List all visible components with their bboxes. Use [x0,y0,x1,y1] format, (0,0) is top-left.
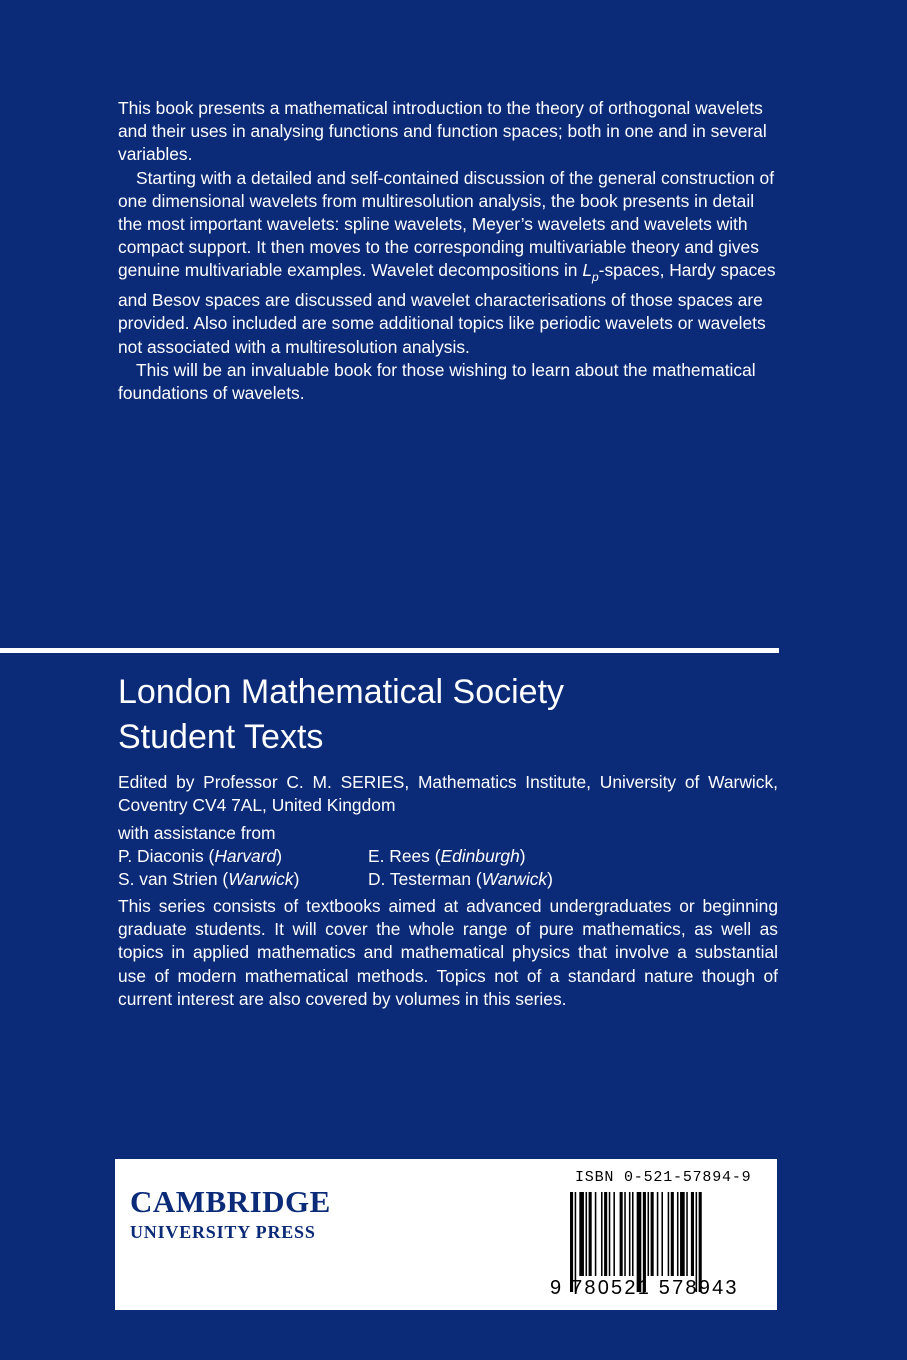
barcode-bar [648,1192,650,1276]
series-title [118,670,780,760]
barcode-bar [601,1192,603,1276]
blurb-paragraph-3: This will be an invaluable book for those wishing to learn about the mathematical foundations of wavelets. [118,359,756,403]
barcode-bar [629,1192,631,1276]
assistants-row-1 [118,845,778,868]
blurb-paragraph-2-part-b: -spaces, Hardy spaces and Besov spaces are discussed and wavelet characterisations of those spaces are provided. Also included are some additional topics like periodic wavelets or wavelets not associated with a multiresolution analysis. [118,260,776,357]
barcode-bar [651,1192,654,1276]
assistant: P. Diaconis (Harvard) [118,846,282,867]
series-title-line-2: Student Texts [118,718,324,756]
barcode-bar [604,1192,607,1276]
barcode-bar [589,1192,592,1276]
series-editor: Edited by Professor C. M. SERIES, Mathematics Institute, University of Warwick, Coventry CV4 7AL, United Kingdom [118,772,778,816]
publisher-subtitle: UNIVERSITY PRESS [130,1222,316,1242]
barcode-bar [661,1192,663,1276]
barcode-bar [677,1192,679,1276]
barcode-bar [624,1192,626,1276]
barcode-bar [579,1192,584,1276]
barcode-bar [680,1192,685,1276]
blurb-paragraph-2-part-a: Starting with a detailed and self-contained discussion of the general construction of one dimensional wavelets from multiresolution analysis, the book presents in detail the most important wavelets: spline wavelets, Meyer’s wavelets and wavelets with compact support. It then moves to the corresponding multivariable theory and gives genuine multivariable examples. Wavelet decompositions in [118,167,775,281]
barcode-bar [686,1192,688,1276]
series-title-line-1: London Mathematical Society [118,673,565,711]
cambridge-logo [130,1185,331,1243]
barcode-bar [613,1192,615,1276]
barcode-bar [668,1192,670,1276]
series-description: This series consists of textbooks aimed at advanced undergraduates or beginning graduate students. It will cover the whole range of pure mathematics, as well as topics in applied mathematics and mathematical physics that involve a substantial use of modern mathematical methods. Topics not of a standard nature though of current interest are also covered by volumes in this series. [118,896,778,1009]
barcode-bar [609,1192,611,1276]
barcode-bar [620,1192,623,1276]
lp-symbol: L [582,260,592,281]
barcode-bar [657,1192,659,1276]
publisher-panel [115,1159,777,1310]
blurb-paragraph-1: This book presents a mathematical introduction to the theory of orthogonal wavelets and their uses in analysing functions and function spaces; both in one and in several variables. [118,98,767,165]
assistant: S. van Strien (Warwick) [118,869,300,890]
barcode-bar [632,1192,634,1276]
back-cover-blurb [118,97,780,405]
barcode-bar [691,1192,694,1276]
assistant: D. Testerman (Warwick) [368,869,553,890]
barcode-bar [671,1192,674,1276]
barcode-number: 9 780521 578943 [550,1277,739,1299]
lp-subscript: p [591,269,599,284]
assistants-block [118,822,778,892]
assistant: E. Rees (Edinburgh) [368,846,526,867]
blurb-paragraph-2 [118,167,780,359]
isbn-label: ISBN 0-521-57894-9 [575,1169,752,1186]
assistants-row-2 [118,868,778,891]
assist-label: with assistance from [118,823,276,843]
divider-rule [0,648,779,653]
barcode-bar [595,1192,597,1276]
barcode-bar [586,1192,588,1276]
publisher-name: CAMBRIDGE [130,1184,331,1219]
